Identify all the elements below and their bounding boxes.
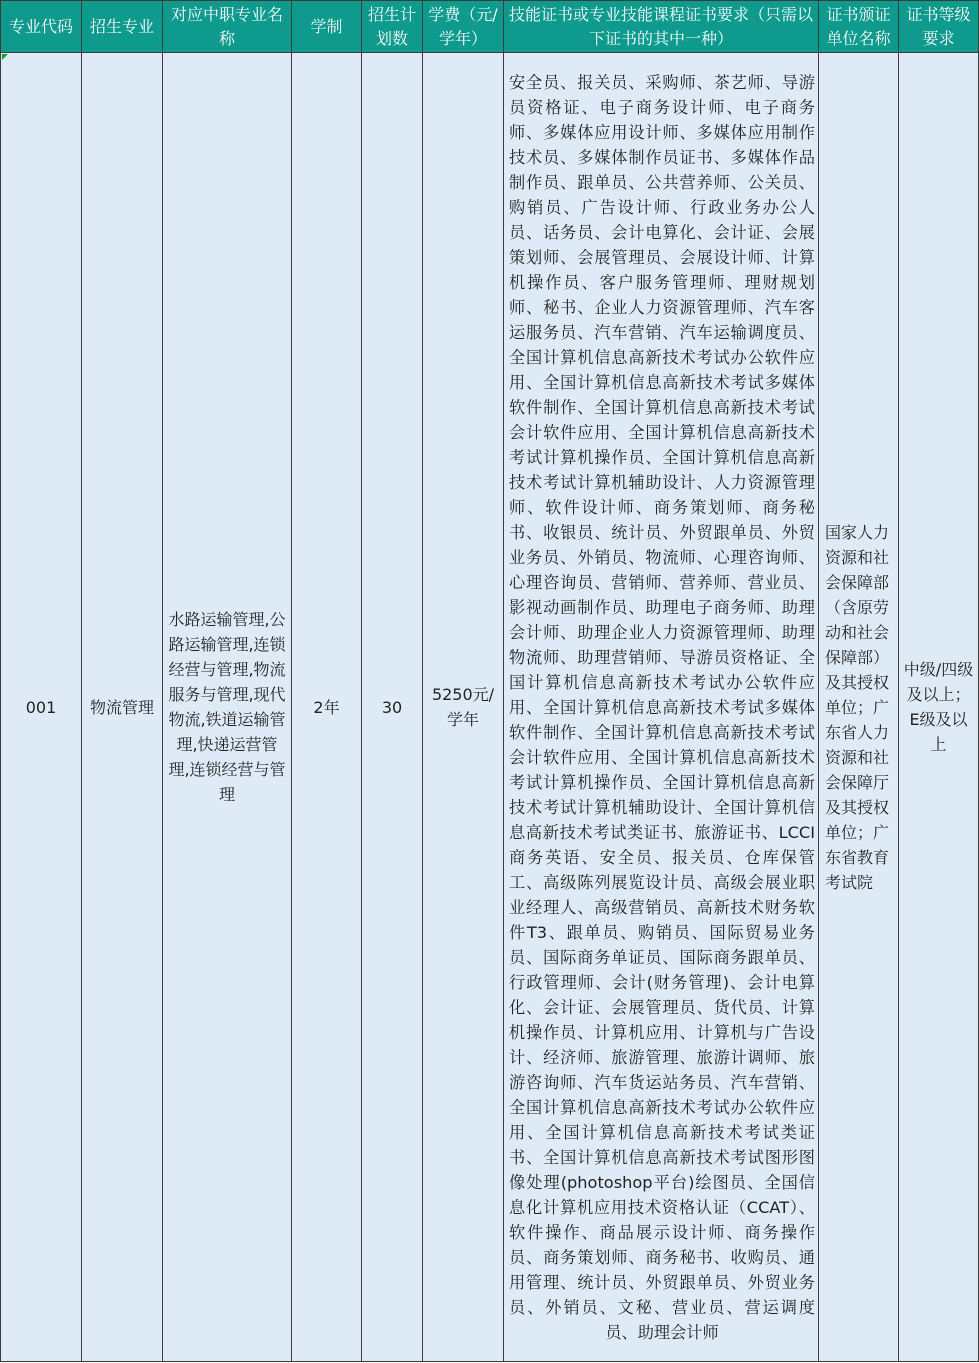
error-indicator-icon xyxy=(2,54,8,60)
code-value: 001 xyxy=(25,697,57,717)
header-secondary: 对应中职专业名称 xyxy=(163,1,292,53)
header-major: 招生专业 xyxy=(82,1,163,53)
cell-requirement: 安全员、报关员、采购师、茶艺师、导游员资格证、电子商务设计师、电子商务师、多媒体应用设计师、多媒体应用制作技术员、多媒体制作员证书、多媒体作品制作员、跟单员、公共营养师、公关员、购销员、广告设计师、行政业务办公人员、话务员、会计电算化、会计证、会展策划师、会展管理员、会展设计师、计算机操作员、客户服务管理师、理财规划师、秘书、企业人力资源管理师、汽车客运服务员、汽车营销、汽车运输调度员、全国计算机信息高新技术考试办公软件应用、全国计算机信息高新技术考试多媒体软件制作、全国计算机信息高新技术考试会计软件应用、全国计算机信息高新技术考试计算机操作员、全国计算机信息高新技术考试计算机辅助设计、人力资源管理师、软件设计师、商务策划师、商务秘书、收银员、统计员、外贸跟单员、外贸业务员、外销员、物流师、心理咨询师、心理咨询员、营销师、营养师、营业员、影视动画制作员、助理电子商务师、助理会计师、助理企业人力资源管理师、助理物流师、助理营销师、导游员资格证、全国计算机信息高新技术考试办公软件应用、全国计算机信息高新技术考试多媒体软件制作、全国计算机信息高新技术考试会计软件应用、全国计算机信息高新技术考试计算机操作员、全国计算机信息高新技术考试计算机辅助设计、全国计算机信息高新技术考试类证书、旅游证书、LCCI商务英语、安全员、报关员、仓库保管工、高级陈列展览设计员、高级会展业职业经理人、高级营销员、高新技术财务软件T3、跟单员、购销员、国际贸易业务员、国际商务单证员、国际商务跟单员、行政管理师、会计(财务管理)、会计电算化、会计证、会展管理员、货代员、计算机操作员、计算机应用、计算机与广告设计、经济师、旅游管理、旅游计调师、旅游咨询师、汽车货运站务员、汽车营销、全国计算机信息高新技术考试办公软件应用、全国计算机信息高新技术考试类证书、全国计算机信息高新技术考试图形图像处理(photoshop平台)绘图员、全国信息化计算机应用技术资格认证（CCAT）、软件操作、商品展示设计师、商务操作员、商务策划师、商务秘书、收购员、通用管理、统计员、外贸跟单员、外贸业务员、外销员、文秘、营业员、营运调度员、助理会计师 xyxy=(504,53,819,1362)
cell-code xyxy=(1,53,82,1362)
cell-secondary: 水路运输管理,公路运输管理,连锁经营与管理,物流服务与管理,现代物流,铁道运输管理,快递运营管理,连锁经营与管理 xyxy=(163,53,292,1362)
cell-level: 中级/四级及以上；E级及以上 xyxy=(899,53,979,1362)
header-row xyxy=(1,1,979,53)
header-plan: 招生计划数 xyxy=(362,1,423,53)
header-fee: 学费（元/学年） xyxy=(423,1,504,53)
cell-duration: 2年 xyxy=(292,53,362,1362)
header-issuer: 证书颁证单位名称 xyxy=(819,1,899,53)
cell-fee: 5250元/学年 xyxy=(423,53,504,1362)
header-requirement: 技能证书或专业技能课程证书要求（只需以下证书的其中一种） xyxy=(504,1,819,53)
table-row xyxy=(1,53,979,1362)
header-level: 证书等级要求 xyxy=(899,1,979,53)
header-code: 专业代码 xyxy=(1,1,82,53)
cell-plan: 30 xyxy=(362,53,423,1362)
header-duration: 学制 xyxy=(292,1,362,53)
cell-issuer: 国家人力资源和社会保障部（含原劳动和社会保障部）及其授权单位；广东省人力资源和社会保障厅及其授权单位；广东省教育考试院 xyxy=(819,53,899,1362)
cell-major: 物流管理 xyxy=(82,53,163,1362)
